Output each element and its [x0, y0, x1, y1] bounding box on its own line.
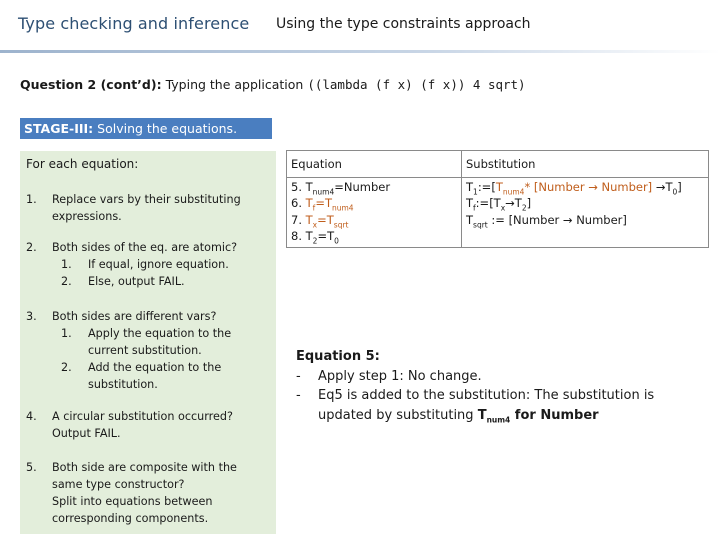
- step-text: Split into equations between: [52, 495, 213, 508]
- substitution-list: [462, 178, 709, 248]
- step-text: A circular substitution occurred?: [52, 410, 233, 423]
- page-subtitle: Using the type constraints approach: [276, 16, 531, 32]
- question-label: Question 2 (cont’d):: [20, 77, 162, 92]
- step-number: 4.: [26, 410, 37, 423]
- step-text: corresponding components.: [52, 512, 209, 525]
- step-text: Both side are composite with the: [52, 461, 237, 474]
- question-text: Typing the application: [165, 77, 304, 92]
- notes-item: - Eq5 is added to the substitution: The substitution is updated by substituting $T_{num4}$ for Number: [296, 388, 655, 425]
- question-line: [20, 77, 526, 92]
- page-title: Type checking and inference: [18, 14, 250, 33]
- substep: 1. If equal, ignore equation.: [61, 258, 229, 271]
- step-number: 3.: [26, 310, 37, 323]
- notes-heading: Equation 5:: [296, 349, 380, 364]
- substep: 2. Else, output FAIL.: [61, 275, 185, 288]
- notes: [296, 347, 654, 430]
- step-text: Both sides are different vars?: [52, 310, 217, 323]
- step-text: expressions.: [52, 210, 122, 223]
- notes-item: - Apply step 1: No change.: [296, 368, 482, 384]
- step-text: same type constructor?: [52, 478, 185, 491]
- equations-table: [286, 150, 709, 248]
- step-text: Output FAIL.: [52, 427, 121, 440]
- equation-row: 7. $T_x=T_{sqrt}$: [291, 212, 349, 229]
- substitution-row: $T_{sqrt}$ := [Number → Number]: [466, 212, 627, 229]
- header-divider: [0, 50, 720, 53]
- substitution-row: $T_f:=[T_x\to T_2]$: [466, 196, 532, 213]
- table-header-substitution: Substitution: [462, 151, 709, 178]
- steps-panel: [20, 151, 276, 534]
- step-text: Both sides of the eq. are atomic?: [52, 241, 238, 254]
- equation-list: [287, 178, 462, 248]
- question-code: ((lambda (f x) (f x)) 4 sqrt): [307, 77, 526, 92]
- step-number: 1.: [26, 193, 37, 206]
- equation-row: 8. $T_2=T_0$: [291, 228, 339, 246]
- substitution-row: $T_1:=[T_{num4}*$ [Number → Number] $\to T_0$]: [466, 180, 682, 197]
- stage-banner: [20, 118, 272, 139]
- step-text: Replace vars by their substituting: [52, 193, 241, 206]
- step-number: 2.: [26, 241, 37, 254]
- step-number: 5.: [26, 461, 37, 474]
- substep: 1. Apply the equation to the current substitution.: [61, 327, 232, 357]
- equation-row: 5. $T_{num4}=Number$: [291, 180, 391, 197]
- equation-row: 6. $T_f=T_{num4}$: [291, 196, 354, 213]
- stage-text: Solving the equations.: [97, 121, 238, 136]
- stage-label: STAGE-III:: [24, 121, 94, 136]
- substep: 2. Add the equation to the substitution.: [61, 361, 222, 391]
- table-header-equation: Equation: [287, 151, 462, 178]
- steps-heading: For each equation:: [26, 157, 139, 171]
